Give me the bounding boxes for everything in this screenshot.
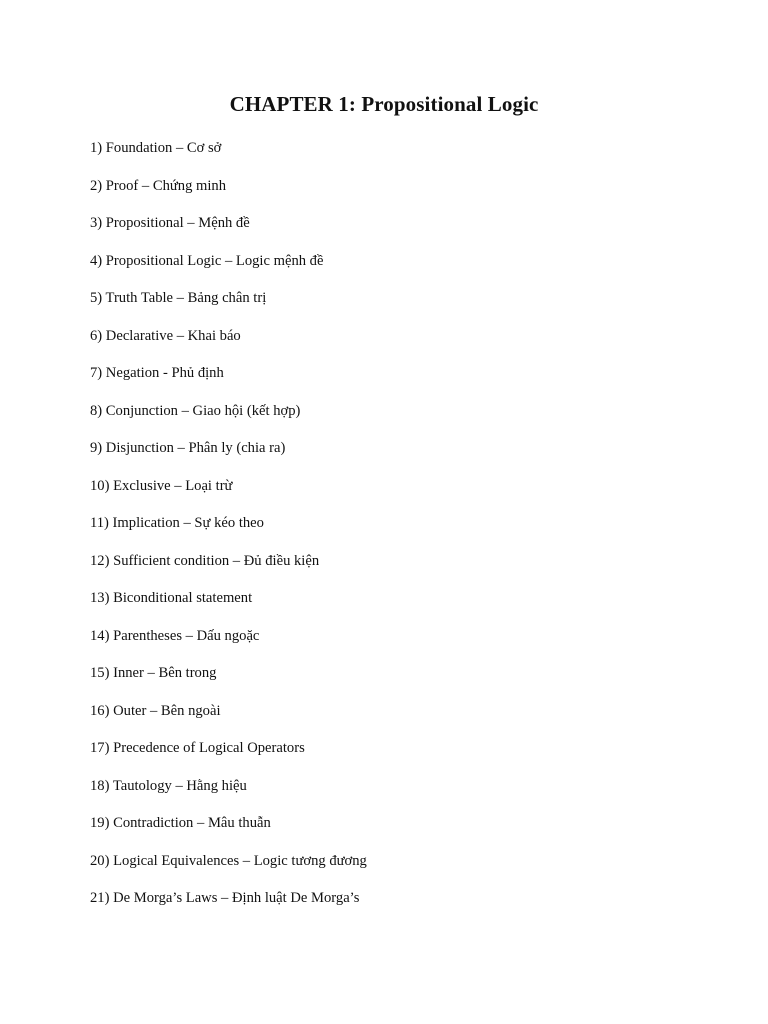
list-item: 8) Conjunction – Giao hội (kết hợp) xyxy=(90,402,301,419)
list-item: 11) Implication – Sự kéo theo xyxy=(90,515,264,531)
list-item: 3) Propositional – Mệnh đề xyxy=(90,215,250,231)
list-item: 19) Contradiction – Mâu thuẫn xyxy=(90,815,271,831)
list-item: 14) Parentheses – Dấu ngoặc xyxy=(90,627,260,644)
list-item: 21) De Morga’s Laws – Định luật De Morga’s xyxy=(90,890,360,906)
list-item: 18) Tautology – Hằng hiệu xyxy=(90,777,247,794)
list-item: 4) Propositional Logic – Logic mệnh đề xyxy=(90,252,324,269)
list-item: 13) Biconditional statement xyxy=(90,590,253,606)
term-list xyxy=(90,138,367,926)
list-item: 20) Logical Equivalences – Logic tương đương xyxy=(90,852,367,869)
list-item: 9) Disjunction – Phân ly (chia ra) xyxy=(90,440,286,456)
list-item: 12) Sufficient condition – Đủ điều kiện xyxy=(90,552,320,569)
list-item: 2) Proof – Chứng minh xyxy=(90,177,227,194)
list-item: 5) Truth Table – Bảng chân trị xyxy=(90,290,267,306)
list-item: 15) Inner – Bên trong xyxy=(90,665,217,681)
list-item: 7) Negation - Phủ định xyxy=(90,365,224,381)
list-item: 16) Outer – Bên ngoài xyxy=(90,702,221,719)
list-item: 1) Foundation – Cơ sở xyxy=(90,140,222,156)
page-title: CHAPTER 1: Propositional Logic xyxy=(229,92,539,116)
list-item: 6) Declarative – Khai báo xyxy=(90,327,241,344)
list-item: 10) Exclusive – Loại trừ xyxy=(90,477,233,494)
list-item: 17) Precedence of Logical Operators xyxy=(90,740,305,756)
